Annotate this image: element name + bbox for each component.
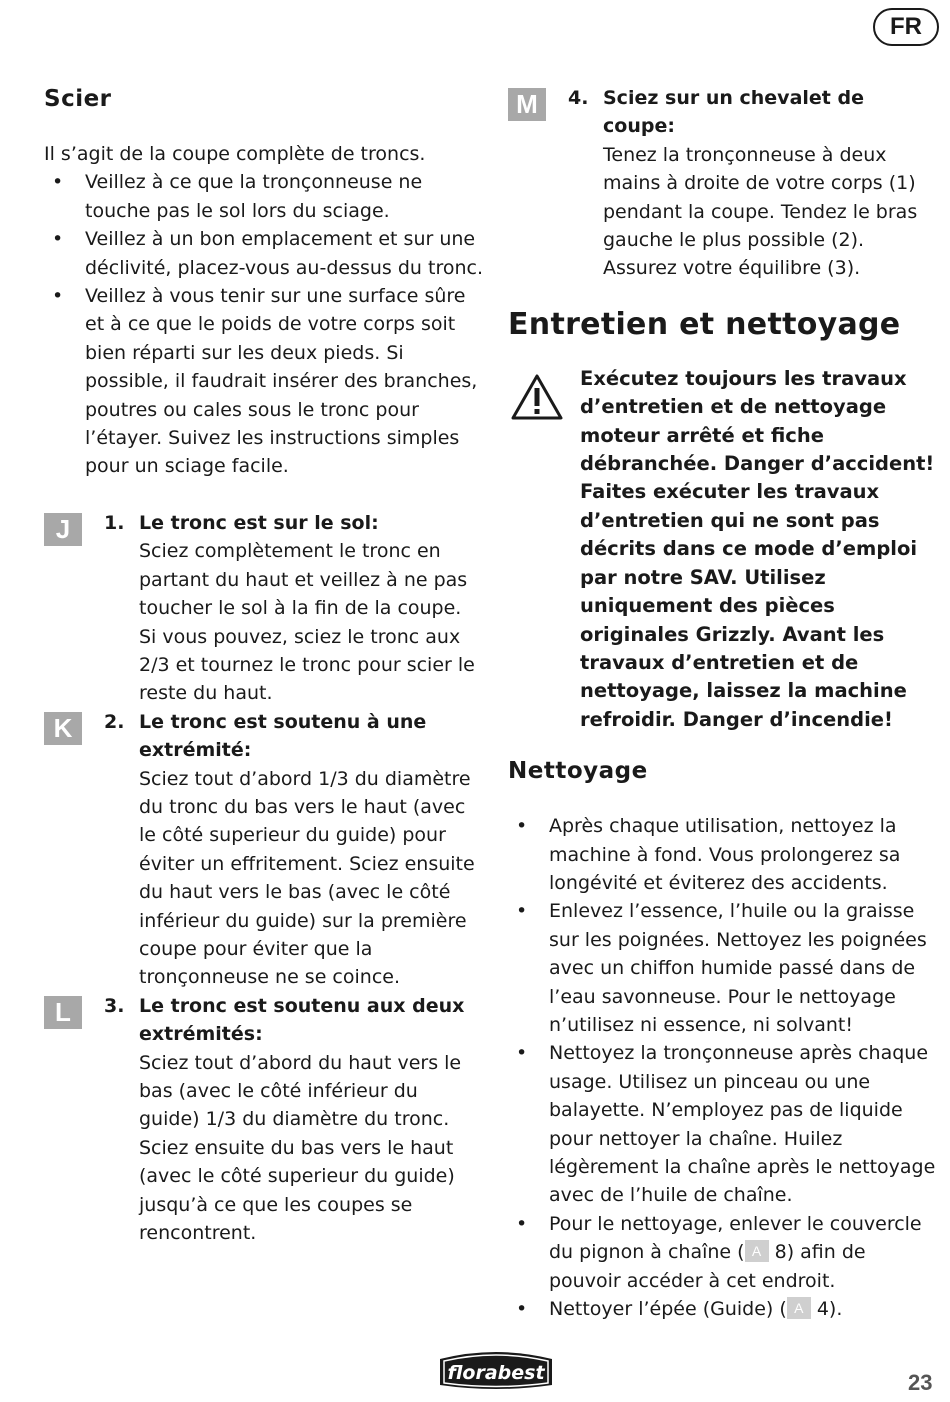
list-item: • Après chaque utilisation, nettoyez la machine à fond. Vous prolongerez sa longévité et éviterez des accidents. xyxy=(508,812,942,897)
list-item: • Veillez à ce que la tronçonneuse ne touche pas le sol lors du sciage. xyxy=(44,168,484,225)
warning-text: Exécutez toujours les travaux d’entretien et de nettoyage moteur arrêté et fiche débranchée. Danger d’accident! Faites exécuter les travaux d’entretien qui ne sont pas décrits dans ce mode d’emploi par notre SAV. Utilisez uniquement des pièces originales Grizzly. Avant les travaux d’entretien et de nettoyage, laissez la machine refroidir. Danger d’incendie! xyxy=(580,366,935,731)
list-item: • Veillez à un bon emplacement et sur une déclivité, placez-vous au-dessus du tronc. xyxy=(44,225,484,282)
text: Pour le nettoyage, enlever le couvercle du pignon à chaîne ( xyxy=(549,1212,922,1264)
list-item: • Nettoyez la tronçonneuse après chaque usage. Utilisez un pinceau ou une balayette. N’employez pas de liquide pour nettoyer la chaîne. Huilez légèrement la chaîne après le nettoyage avec de l’huile de chaîne. xyxy=(508,1039,942,1209)
step-title: Sciez sur un chevalet de coupe: xyxy=(603,87,864,138)
figure-badge: K xyxy=(44,712,82,745)
logo-wordmark: florabest xyxy=(447,1362,545,1384)
warning-block xyxy=(508,365,942,734)
language-badge: FR xyxy=(873,8,939,46)
step-text: Sciez tout d’abord 1/3 du diamètre du tronc du bas vers le haut (avec le côté superieur du guide) pour éviter un effritement. Sciez ensuite du haut vers le bas (avec le côté inférieur du guide) sur la première coupe pour éviter que la tronçonneuse ne se coince. xyxy=(139,767,475,989)
intro-text: Il s’agit de la coupe complète de troncs. xyxy=(44,143,426,165)
scier-bullet-list xyxy=(44,168,484,480)
step-text: Sciez complètement le tronc en partant du haut et veillez à ne pas toucher le sol à la fin de la coupe. Si vous pouvez, sciez le tronc aux 2/3 et tournez le tronc pour scier le reste du haut. xyxy=(139,540,475,705)
figure-badge: J xyxy=(44,513,82,546)
step-title: Le tronc est sur le sol: xyxy=(139,511,379,534)
step-text: Sciez tout d’abord du haut vers le bas (avec le côté inférieur du guide) 1/3 du diamètre du tronc. Sciez ensuite du bas vers le haut (avec le côté superieur du guide) jusqu’à ce que les coupes se rencontrent. xyxy=(139,1051,462,1245)
figure-badge: L xyxy=(44,996,82,1029)
section-heading-entretien: Entretien et nettoyage xyxy=(508,306,901,342)
figure-ref-badge: A xyxy=(745,1240,769,1262)
right-column xyxy=(508,84,942,1323)
step-j xyxy=(44,509,484,708)
list-item xyxy=(508,1210,942,1295)
text: Nettoyer l’épée (Guide) ( xyxy=(549,1298,787,1321)
florabest-logo xyxy=(434,1345,558,1393)
left-column xyxy=(44,84,484,1247)
list-item: • Enlevez l’essence, l’huile ou la graisse sur les poignées. Nettoyez les poignées avec un chiffon humide passé dans de l’eau savonneuse. Pour le nettoyage n’utilisez ni essence, ni solvant! xyxy=(508,897,942,1039)
step-title: Le tronc est soutenu à une extrémité: xyxy=(139,710,427,762)
step-number: 2. xyxy=(104,710,125,733)
nettoyage-bullet-list xyxy=(508,812,942,1323)
step-number: 3. xyxy=(104,994,125,1017)
list-item xyxy=(508,1295,942,1323)
step-title: Le tronc est soutenu aux deux extrémités: xyxy=(139,994,465,1046)
step-k xyxy=(44,708,484,992)
section-title-scier: Scier xyxy=(44,86,112,112)
warning-triangle-icon xyxy=(510,373,564,421)
step-m xyxy=(508,84,942,283)
figure-badge: M xyxy=(508,88,546,121)
page-number: 23 xyxy=(908,1370,933,1395)
step-l xyxy=(44,992,484,1248)
text: 8) afin de pouvoir accéder à cet endroit. xyxy=(549,1241,866,1292)
list-item: • Veillez à vous tenir sur une surface sûre et à ce que le poids de votre corps soit bien réparti sur les deux pieds. Si possible, il faudrait insérer des branches, poutres ou cales sous le tronc pour l’étayer. Suivez les instructions simples pour un sciage facile. xyxy=(44,282,484,481)
step-number: 1. xyxy=(104,511,125,534)
section-title-nettoyage: Nettoyage xyxy=(508,758,648,785)
text: 4). xyxy=(810,1298,843,1321)
figure-ref-badge: A xyxy=(787,1297,811,1319)
step-text: Tenez la tronçonneuse à deux mains à droite de votre corps (1) pendant la coupe. Tendez le bras gauche le plus possible (2). Assurez votre équilibre (3). xyxy=(603,143,918,280)
step-number: 4. xyxy=(568,87,589,109)
